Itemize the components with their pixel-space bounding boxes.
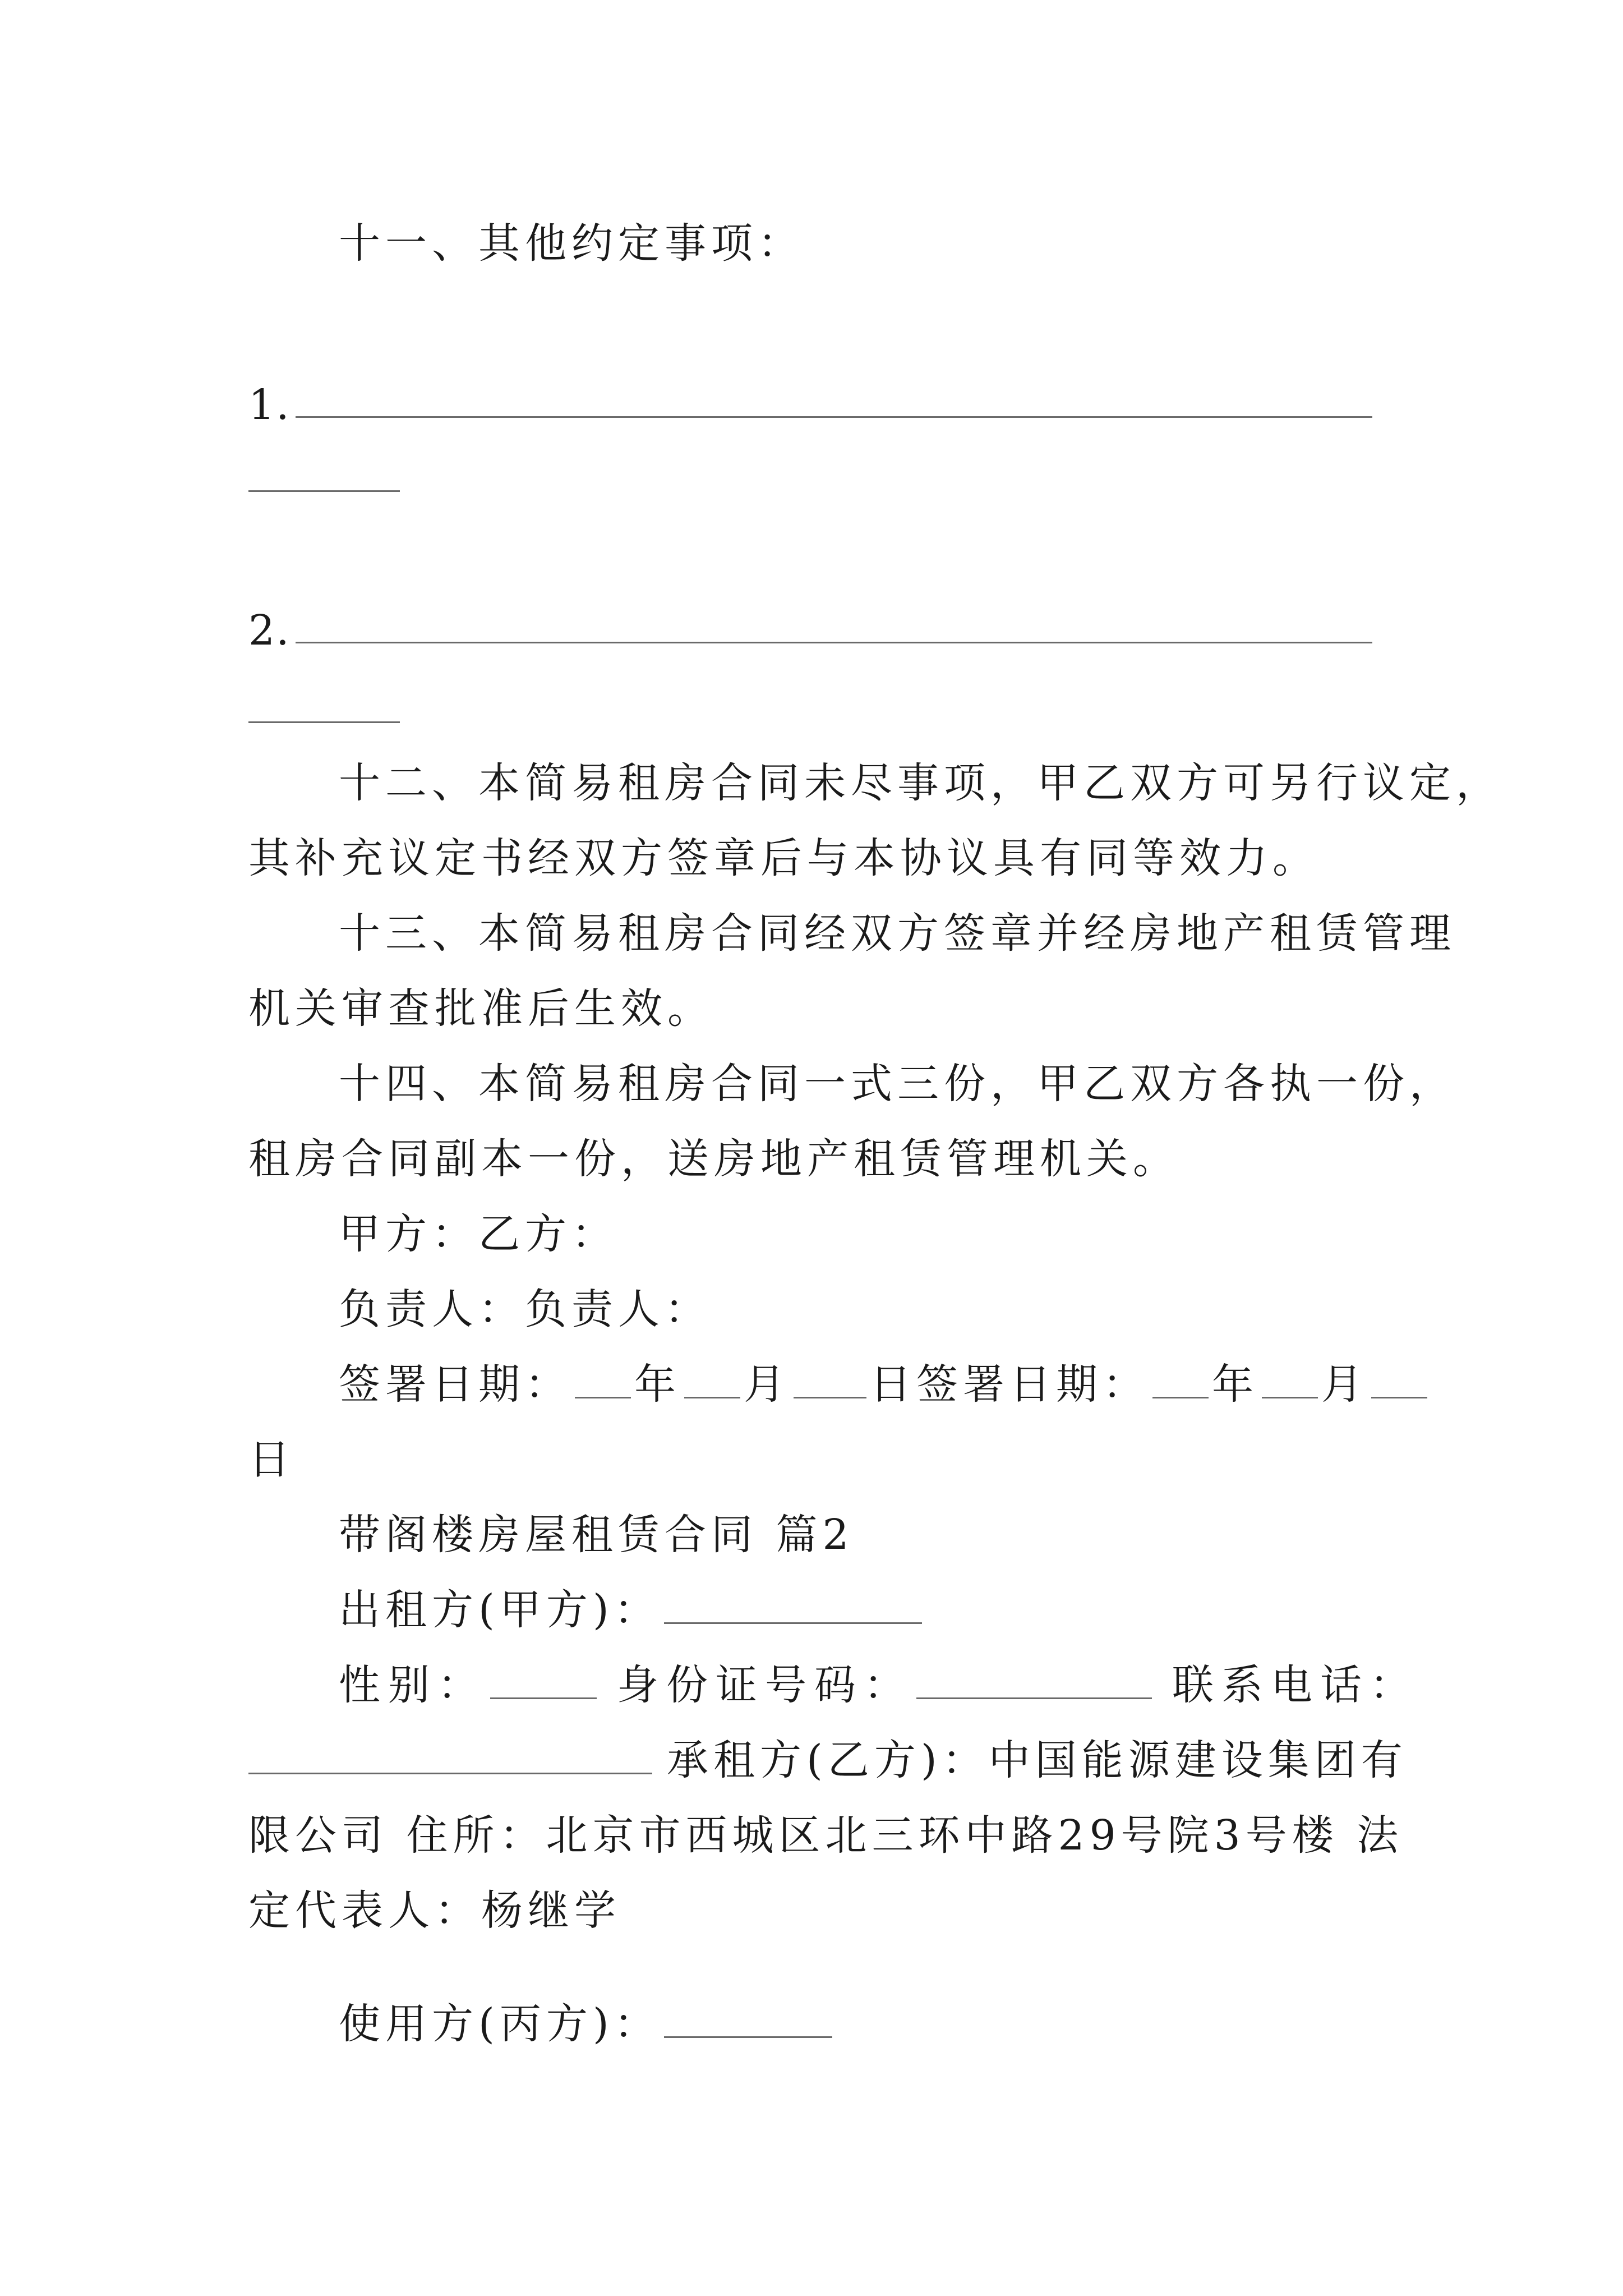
party-line: 甲方：乙方：	[339, 1210, 618, 1258]
item-1-number	[248, 377, 1387, 433]
month-blank-2	[1262, 1359, 1318, 1398]
user-line	[339, 1996, 1387, 2052]
lessee-line-3: 定代表人：杨继学	[248, 1887, 621, 1935]
day-label-2: 日	[248, 1435, 295, 1484]
lessor-details-line	[339, 1657, 1419, 1713]
month-blank-1	[684, 1359, 740, 1398]
item-2-blank-line-1	[296, 642, 1372, 643]
user-label: 使用方(丙方)：	[339, 2000, 661, 2048]
section-12-line-2: 其补充议定书经双方签章后与本协议具有同等效力。	[248, 834, 1319, 882]
year-blank-2	[1152, 1359, 1209, 1398]
contract-2-title: 带阁楼房屋租赁合同 篇2	[339, 1511, 854, 1559]
user-blank	[664, 1999, 832, 2038]
section-13-line-1: 十三、本简易租房合同经双方签章并经房地产租赁管理	[339, 909, 1456, 958]
phone-label: 联系电话：	[1172, 1661, 1419, 1709]
section-11-heading: 十一、其他约定事项：	[339, 219, 804, 268]
section-13-line-2: 机关审查批准后生效。	[248, 984, 714, 1033]
day-blank-2	[1371, 1359, 1427, 1398]
responsible-line: 负责人：负责人：	[339, 1285, 711, 1333]
lessor-line	[339, 1582, 1387, 1638]
item-1-blank-line-2	[248, 490, 400, 492]
sign-date-line	[339, 1356, 1387, 1412]
year-label-2: 年	[1212, 1360, 1258, 1409]
lessee-line-2: 限公司 住所：北京市西城区北三环中路29号院3号楼 法	[248, 1811, 1404, 1860]
day-sign-date-label-2: 日签署日期：	[870, 1360, 1149, 1409]
id-label: 身份证号码：	[617, 1661, 913, 1709]
gender-label: 性别：	[339, 1661, 487, 1709]
month-label-2: 月	[1321, 1360, 1368, 1409]
item-1-blank-line-1	[296, 416, 1372, 418]
phone-blank	[248, 1735, 652, 1774]
item-1-label: 1.	[248, 381, 291, 429]
year-blank-1	[575, 1359, 631, 1398]
item-2-number	[248, 602, 1387, 659]
id-blank	[916, 1660, 1152, 1699]
lessor-blank	[664, 1585, 922, 1624]
sign-date-label-1: 签署日期：	[339, 1360, 571, 1409]
item-2-label: 2.	[248, 606, 291, 655]
gender-blank	[490, 1660, 597, 1699]
lessee-label: 承租方(乙方)：中国能源建设集团有	[667, 1736, 1408, 1784]
section-14-line-2: 租房合同副本一份，送房地产租赁管理机关。	[248, 1135, 1179, 1183]
month-label-1: 月	[744, 1360, 790, 1409]
year-label-1: 年	[634, 1360, 681, 1409]
section-14-line-1: 十四、本简易租房合同一式三份，甲乙双方各执一份，	[339, 1060, 1456, 1108]
lessor-label: 出租方(甲方)：	[339, 1586, 661, 1634]
section-12-line-1: 十二、本简易租房合同未尽事项，甲乙双方可另行议定，	[339, 759, 1502, 807]
day-blank-1	[794, 1359, 866, 1398]
lessee-line	[248, 1732, 1408, 1788]
item-2-blank-line-2	[248, 721, 400, 723]
